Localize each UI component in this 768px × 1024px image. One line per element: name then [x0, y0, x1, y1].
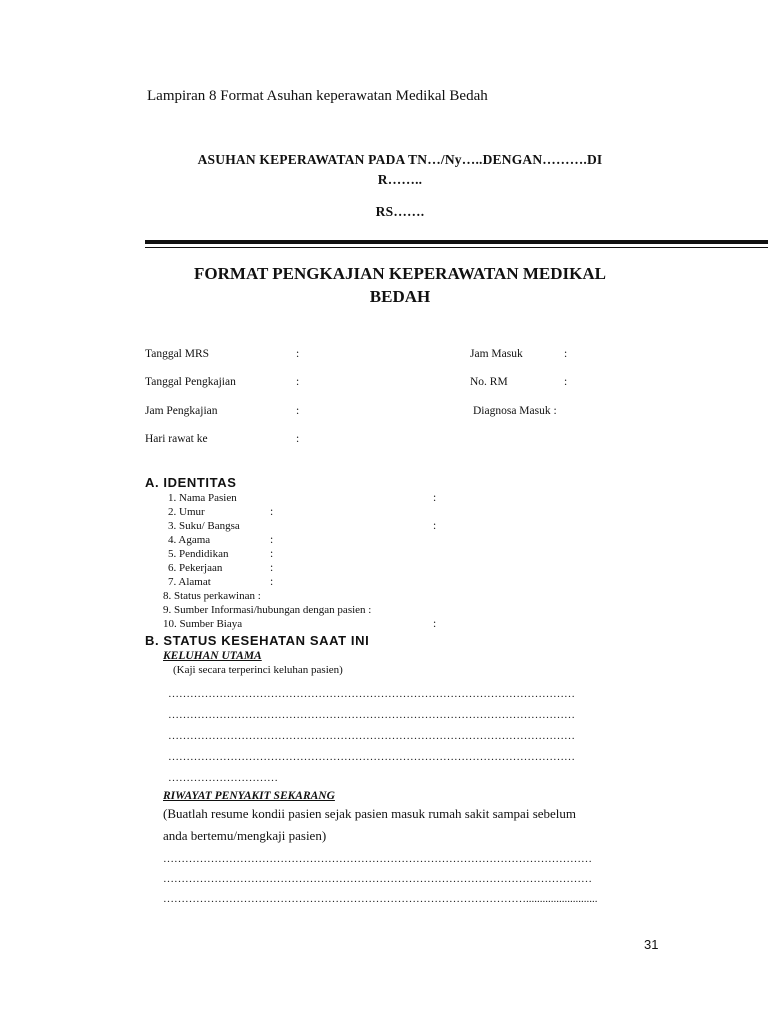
dotted-line: ………………………………………………………………………………………………… — [168, 688, 575, 700]
label-tanggal-mrs: Tanggal MRS — [145, 348, 210, 360]
divider-thick — [145, 240, 768, 244]
header-line-3: RS……. — [375, 204, 425, 219]
dotted-line: ………………………………………………………………………………………………… — [168, 751, 575, 763]
keluhan-note: (Kaji secara terperinci keluhan pasien) — [173, 664, 343, 676]
form-title-line-2: BEDAH — [369, 287, 431, 306]
header-line-1: ASUHAN KEPERAWATAN PADA TN…/Ny…..DENGAN……….DI — [197, 152, 603, 167]
riwayat-note-line-1: (Buatlah resume kondii pasien sejak pasien masuk rumah sakit sampai sebelum — [163, 806, 577, 821]
section-identitas-title: A. IDENTITAS — [145, 475, 237, 490]
page-number: 31 — [644, 937, 659, 952]
header-line-2: R…….. — [377, 172, 423, 187]
label-tanggal-pengkajian: Tanggal Pengkajian — [145, 376, 236, 388]
identitas-item: 9. Sumber Informasi/hubungan dengan pasien : — [163, 604, 372, 616]
label-jam-pengkajian: Jam Pengkajian — [145, 405, 218, 417]
lampiran-caption: Lampiran 8 Format Asuhan keperawatan Medikal Bedah — [147, 88, 488, 104]
identitas-item: 5. Pendidikan — [168, 548, 229, 560]
identitas-item: 2. Umur — [168, 506, 205, 518]
dotted-line: ……………………………………………………………………………………………………… — [163, 853, 592, 865]
colon: : — [433, 492, 437, 504]
identitas-item: 4. Agama — [168, 534, 211, 546]
colon: : — [270, 506, 274, 518]
identitas-item: 6. Pekerjaan — [168, 562, 223, 574]
identitas-item: 10. Sumber Biaya — [163, 618, 243, 630]
colon: : — [296, 348, 300, 360]
divider-thin — [145, 247, 768, 248]
identitas-item: 3. Suku/ Bangsa — [168, 520, 240, 532]
dotted-line: ……………………………………………………………………………………………………… — [163, 873, 592, 885]
label-jam-masuk: Jam Masuk — [470, 348, 523, 360]
colon: : — [564, 348, 568, 360]
identitas-item: 7. Alamat — [168, 576, 211, 588]
form-title-line-1: FORMAT PENGKAJIAN KEPERAWATAN MEDIKAL — [194, 264, 606, 283]
colon: : — [270, 534, 274, 546]
identitas-item: 8. Status perkawinan : — [163, 590, 261, 602]
label-diagnosa-masuk: Diagnosa Masuk : — [473, 405, 557, 417]
dotted-line: ……………………………………………………………………………………….......................... — [163, 893, 598, 905]
colon: : — [270, 562, 274, 574]
identitas-item: 1. Nama Pasien — [168, 492, 237, 504]
dotted-line: ………………………………………………………………………………………………… — [168, 709, 575, 721]
keluhan-utama-title: KELUHAN UTAMA — [163, 650, 262, 662]
colon: : — [433, 520, 437, 532]
colon: : — [433, 618, 437, 630]
colon: : — [270, 576, 274, 588]
label-no-rm: No. RM — [470, 376, 508, 388]
riwayat-title: RIWAYAT PENYAKIT SEKARANG — [163, 790, 335, 802]
riwayat-note-line-2: anda bertemu/mengkaji pasien) — [163, 828, 327, 843]
colon: : — [564, 376, 568, 388]
dotted-line: ………………………………………………………………………………………………… — [168, 730, 575, 742]
dotted-line: ………………………… — [168, 772, 278, 784]
section-status-title: B. STATUS KESEHATAN SAAT INI — [145, 633, 370, 648]
colon: : — [296, 376, 300, 388]
label-hari-rawat: Hari rawat ke — [145, 433, 208, 445]
colon: : — [296, 405, 300, 417]
colon: : — [296, 433, 300, 445]
colon: : — [270, 548, 274, 560]
